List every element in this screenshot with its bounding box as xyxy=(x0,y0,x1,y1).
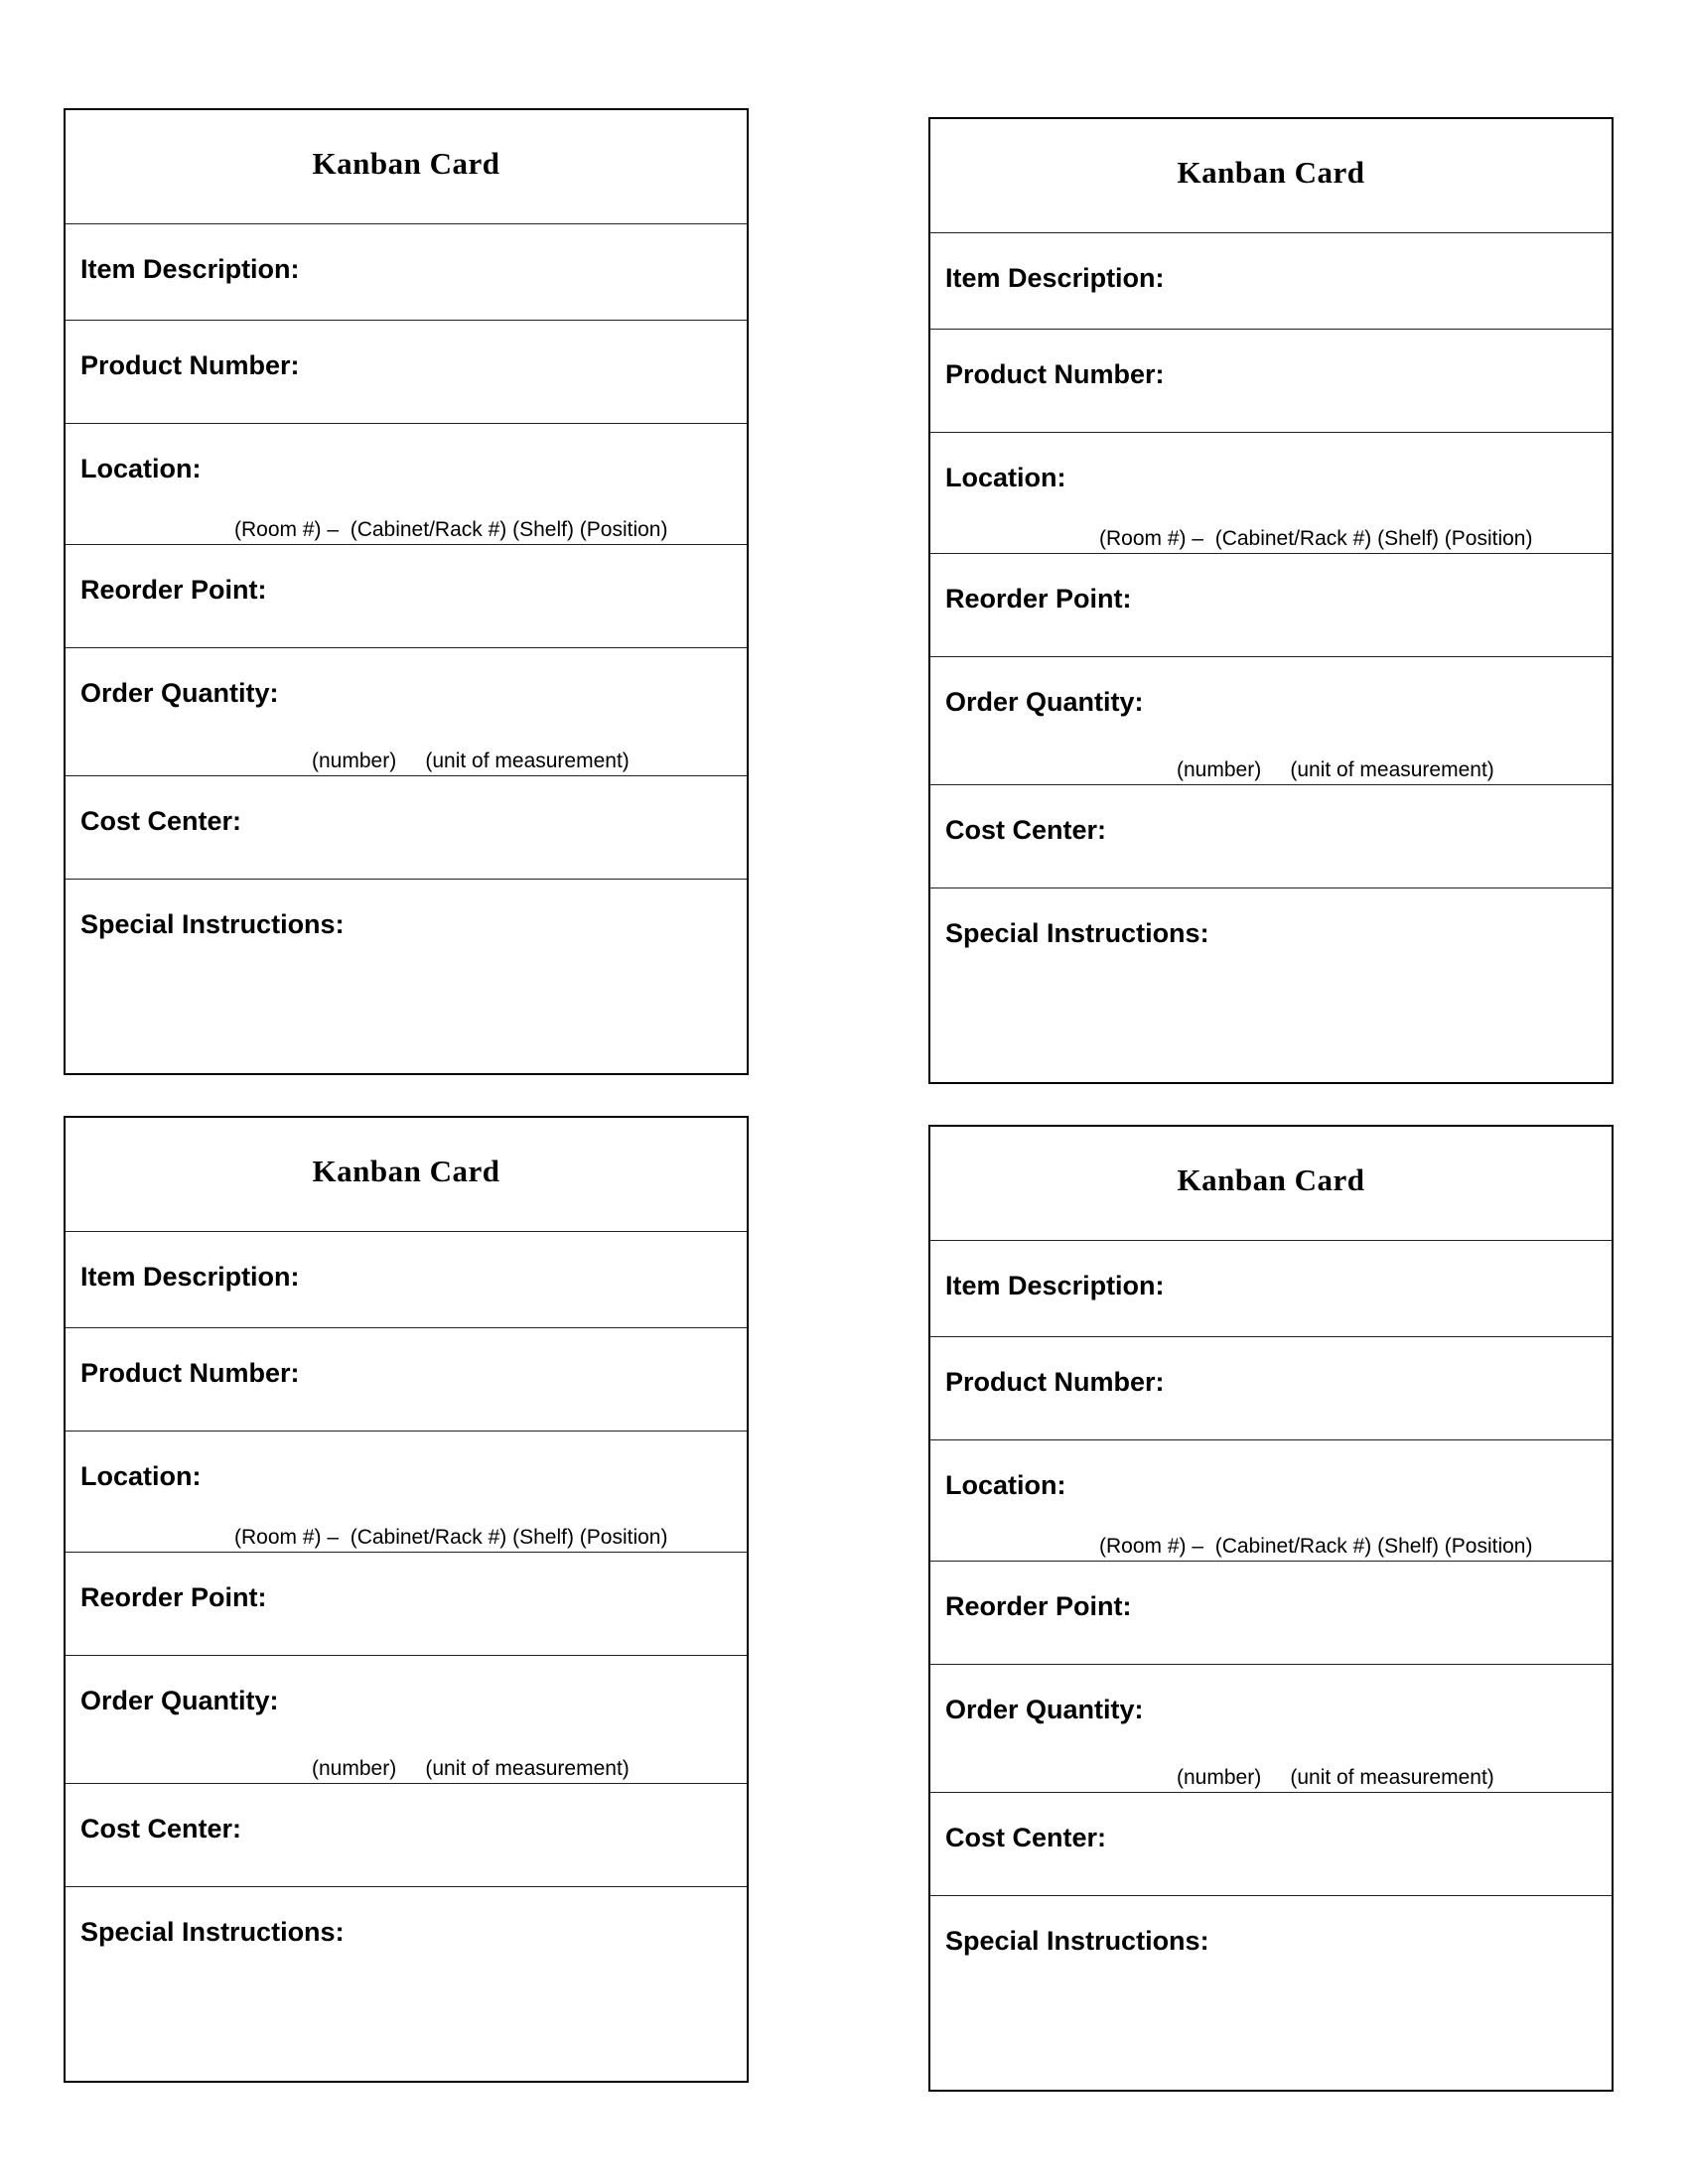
cost-center-label: Cost Center: xyxy=(945,1823,1107,1852)
location-hint: (Room #) – (Cabinet/Rack #) (Shelf) (Position) xyxy=(1099,527,1533,550)
special-instructions-field[interactable] xyxy=(66,880,747,1073)
card-title: Kanban Card xyxy=(1177,1162,1365,1197)
location-field[interactable] xyxy=(66,424,747,545)
product-number-field[interactable] xyxy=(66,1328,747,1432)
location-field[interactable] xyxy=(66,1432,747,1553)
order-quantity-label: Order Quantity: xyxy=(80,678,279,708)
product-number-label: Product Number: xyxy=(945,1367,1165,1397)
location-hint: (Room #) – (Cabinet/Rack #) (Shelf) (Position) xyxy=(1099,1535,1533,1558)
product-number-field[interactable] xyxy=(930,330,1612,433)
special-instructions-label: Special Instructions: xyxy=(80,909,345,939)
kanban-card xyxy=(64,1116,749,2083)
reorder-point-label: Reorder Point: xyxy=(80,575,267,605)
location-hint: (Room #) – (Cabinet/Rack #) (Shelf) (Position) xyxy=(234,1526,668,1549)
product-number-label: Product Number: xyxy=(80,350,300,380)
item-description-label: Item Description: xyxy=(80,254,300,284)
kanban-card xyxy=(928,1125,1614,2092)
reorder-point-field[interactable] xyxy=(930,1562,1612,1665)
quantity-hint: (number) (unit of measurement) xyxy=(312,1757,630,1780)
location-hint: (Room #) – (Cabinet/Rack #) (Shelf) (Position) xyxy=(234,518,668,541)
order-quantity-field[interactable] xyxy=(66,1656,747,1784)
special-instructions-field[interactable] xyxy=(66,1887,747,2081)
reorder-point-field[interactable] xyxy=(930,554,1612,657)
cost-center-label: Cost Center: xyxy=(80,1814,242,1843)
location-field[interactable] xyxy=(930,433,1612,554)
special-instructions-label: Special Instructions: xyxy=(80,1917,345,1947)
order-quantity-label: Order Quantity: xyxy=(80,1686,279,1715)
reorder-point-label: Reorder Point: xyxy=(945,584,1132,614)
product-number-label: Product Number: xyxy=(80,1358,300,1388)
cost-center-label: Cost Center: xyxy=(945,815,1107,845)
cost-center-field[interactable] xyxy=(930,785,1612,888)
order-quantity-label: Order Quantity: xyxy=(945,687,1144,717)
cost-center-field[interactable] xyxy=(66,776,747,880)
location-label: Location: xyxy=(80,1461,202,1491)
reorder-point-label: Reorder Point: xyxy=(945,1591,1132,1621)
reorder-point-field[interactable] xyxy=(66,545,747,648)
item-description-field[interactable] xyxy=(66,1232,747,1328)
order-quantity-field[interactable] xyxy=(930,1665,1612,1793)
product-number-label: Product Number: xyxy=(945,359,1165,389)
item-description-field[interactable] xyxy=(930,233,1612,330)
card-title: Kanban Card xyxy=(1177,155,1365,190)
quantity-hint: (number) (unit of measurement) xyxy=(1177,758,1494,781)
location-label: Location: xyxy=(945,463,1066,492)
kanban-card xyxy=(64,108,749,1075)
item-description-label: Item Description: xyxy=(80,1262,300,1292)
card-title: Kanban Card xyxy=(312,146,500,181)
cost-center-field[interactable] xyxy=(66,1784,747,1887)
card-title-row xyxy=(930,1127,1612,1241)
cost-center-field[interactable] xyxy=(930,1793,1612,1896)
cost-center-label: Cost Center: xyxy=(80,806,242,836)
location-field[interactable] xyxy=(930,1440,1612,1562)
item-description-field[interactable] xyxy=(66,224,747,321)
card-title-row xyxy=(66,110,747,224)
order-quantity-field[interactable] xyxy=(66,648,747,776)
card-title: Kanban Card xyxy=(312,1154,500,1188)
quantity-hint: (number) (unit of measurement) xyxy=(312,750,630,772)
order-quantity-field[interactable] xyxy=(930,657,1612,785)
order-quantity-label: Order Quantity: xyxy=(945,1695,1144,1724)
special-instructions-field[interactable] xyxy=(930,888,1612,1082)
item-description-field[interactable] xyxy=(930,1241,1612,1337)
card-title-row xyxy=(66,1118,747,1232)
reorder-point-field[interactable] xyxy=(66,1553,747,1656)
item-description-label: Item Description: xyxy=(945,263,1165,293)
product-number-field[interactable] xyxy=(66,321,747,424)
special-instructions-field[interactable] xyxy=(930,1896,1612,2090)
special-instructions-label: Special Instructions: xyxy=(945,1926,1209,1956)
item-description-label: Item Description: xyxy=(945,1271,1165,1300)
kanban-card xyxy=(928,117,1614,1084)
product-number-field[interactable] xyxy=(930,1337,1612,1440)
quantity-hint: (number) (unit of measurement) xyxy=(1177,1766,1494,1789)
special-instructions-label: Special Instructions: xyxy=(945,918,1209,948)
location-label: Location: xyxy=(945,1470,1066,1500)
location-label: Location: xyxy=(80,454,202,483)
card-title-row xyxy=(930,119,1612,233)
reorder-point-label: Reorder Point: xyxy=(80,1582,267,1612)
